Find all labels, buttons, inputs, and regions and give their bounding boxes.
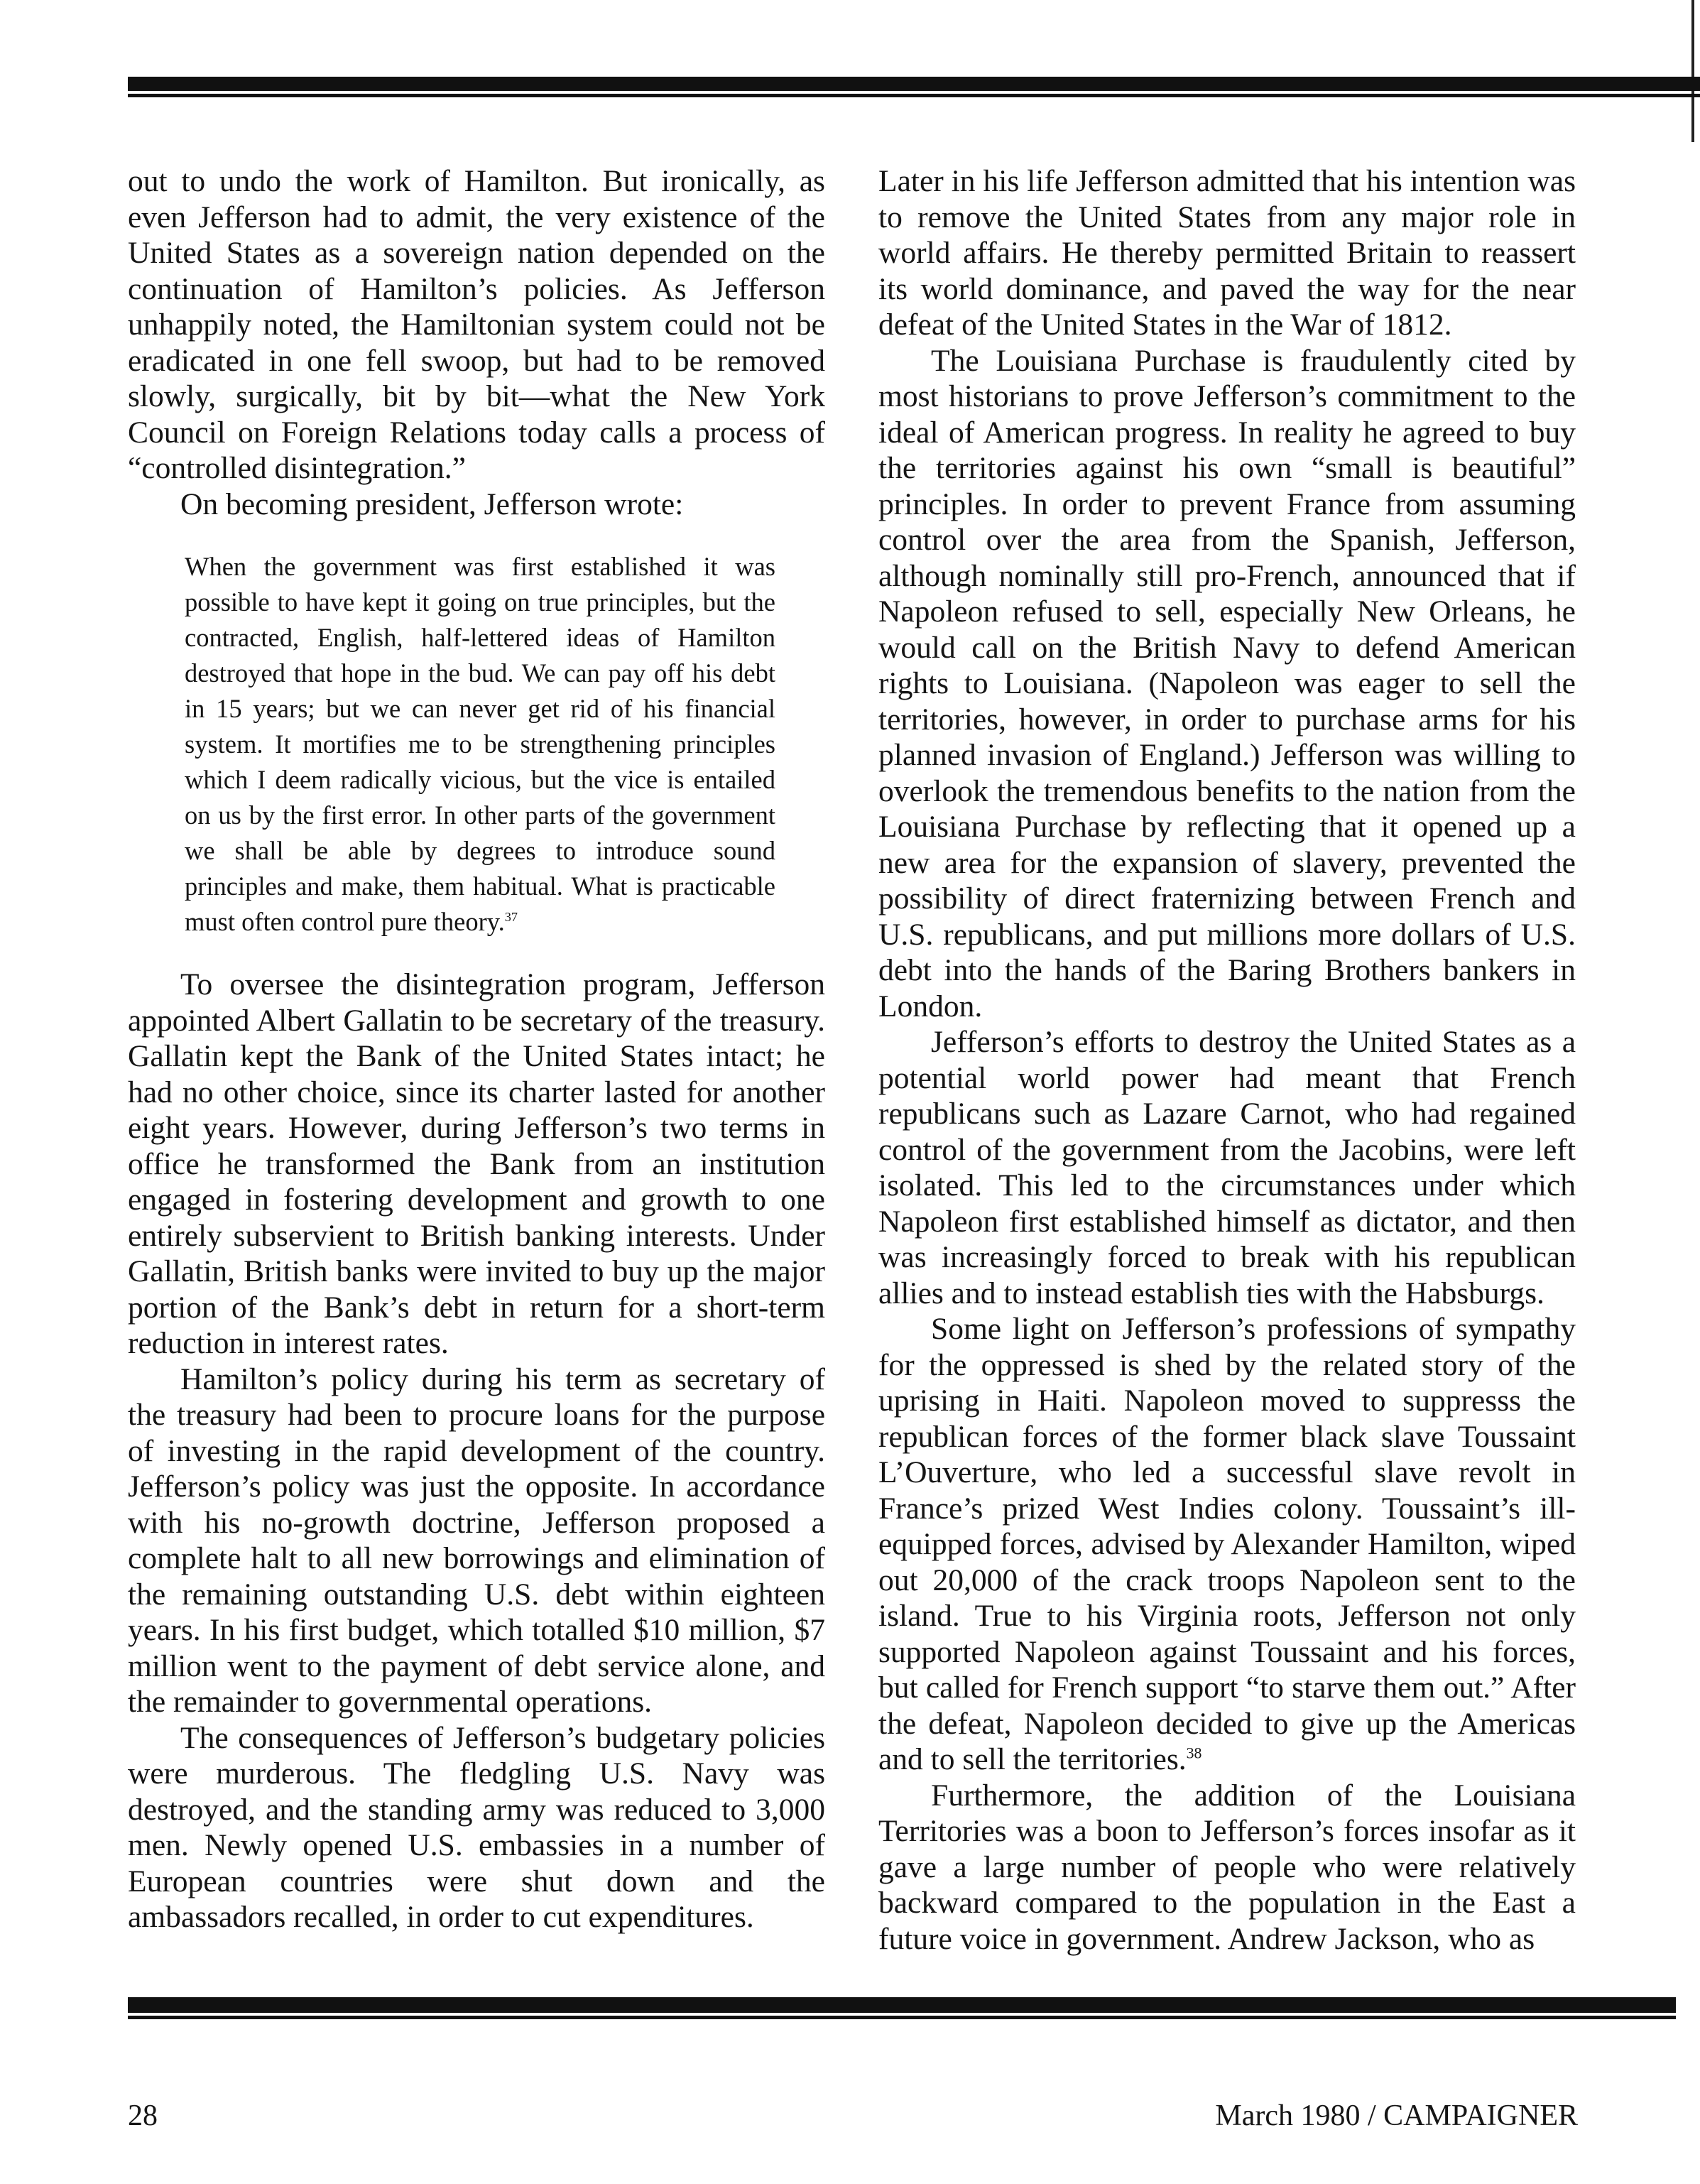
right-paragraph-3: Jefferson’s efforts to destroy the United States as a potential world power had meant that French republicans such as Lazare Carnot, who had regained control of the government from the Jacobins, were left isolated. This led to the circumstances under which Napoleon first established himself as dictator, and then was increasingly forced to break with his republican allies and to instead establish ties with the Habsburgs. xyxy=(878,1025,1576,1310)
right-paragraph-1: Later in his life Jefferson admitted that his intention was to remove the United States from any major role in world affairs. He thereby permitted Britain to reassert its world dominance, and paved the way for the near defeat of the United States in the War of 1812. xyxy=(878,164,1576,342)
right-paragraph-2: The Louisiana Purchase is fraudulently cited by most historians to prove Jefferson’s commitment to the ideal of American progress. In reality he agreed to buy the territories against his own “small is beautiful” principles. In order to prevent France from assuming control over the area from the Spanish, Jefferson, although nominally still pro-French, announced that if Napoleon refused to sell, especially New Orleans, he would call on the British Navy to defend American rights to Louisiana. (Napoleon was eager to sell the territories, however, in order to purchase arms for his planned invasion of England.) Jefferson was willing to overlook the tremendous benefits to the nation from the Louisiana Purchase by reflecting that it opened up a new area for the expansion of slavery, prevented the possibility of direct fraternizing between French and U.S. republicans, and put millions more dollars of U.S. debt into the hands of the Baring Brothers bankers in London. xyxy=(878,343,1576,1023)
block-quote-text: When the government was first established it was possible to have kept it going on true principles, but the contracted, English, half-lettered ideas of Hamilton destroyed that hope in the bud. We can pay off his debt in 15 years; but we can never get rid of his financial system. It mortifies me to be strengthening principles which I deem radically vicious, but the vice is entailed on us by the first error. In other parts of the government we shall be able by degrees to introduce sound principles and make, them habitual. What is practicable must often control pure theory. xyxy=(185,552,775,936)
left-paragraph-3: To oversee the disintegration program, Jefferson appointed Albert Gallatin to be secretary of the treasury. Gallatin kept the Bank of the United States intact; he had no other choice, since its charter lasted for another eight years. However, during Jefferson’s two terms in office he transformed the Bank from an institution engaged in fostering development and growth to one entirely subservient to British banking interests. Under Gallatin, British banks were invited to buy up the major portion of the Bank’s debt in return for a short-term reduction in interest rates. xyxy=(128,967,825,1360)
left-paragraph-4: Hamilton’s policy during his term as secretary of the treasury had been to procure loans for the purpose of investing in the rapid development of the country. Jefferson’s policy was just the opposite. In accordance with his no-growth doctrine, Jefferson proposed a complete halt to all new borrowings and elimination of the remaining outstanding U.S. debt within eighteen years. In his first budget, which totalled $10 million, $7 million went to the payment of debt service alone, and the remainder to governmental operations. xyxy=(128,1362,825,1719)
footnote-ref-37: 37 xyxy=(504,909,518,924)
left-paragraph-1: out to undo the work of Hamilton. But ironically, as even Jefferson had to admit, the very existence of the United States as a sovereign nation depended on the continuation of Hamilton’s policies. As Jefferson unhappily noted, the Hamiltonian system could not be eradicated in one fell swoop, but had to be removed slowly, surgically, bit by bit—what the New York Council on Foreign Relations today calls a process of “controlled disintegration.” xyxy=(128,164,825,485)
left-paragraph-2: On becoming president, Jefferson wrote: xyxy=(180,487,684,521)
bottom-rule-thin xyxy=(128,2016,1676,2019)
page-edge-line xyxy=(1691,0,1694,142)
top-rule-thin xyxy=(128,94,1700,97)
footnote-ref-38: 38 xyxy=(1186,1744,1202,1762)
right-paragraph-4-text: Some light on Jefferson’s professions of sympathy for the oppressed is shed by the related story of the uprising in Haiti. Napoleon moved to suppresss the republican forces of the former black slave Toussaint L’Ouverture, who led a successful slave revolt in France’s prized West Indies colony. Toussaint’s ill-equipped forces, advised by Alexander Hamilton, wiped out 20,000 of the crack troops Napoleon sent to the island. True to his Virginia roots, Jefferson not only supported Napoleon against Toussaint and his forces, but called for French support “to starve them out.” After the defeat, Napoleon decided to give up the Americas and to sell the territories. xyxy=(878,1312,1576,1776)
bottom-rule xyxy=(128,1997,1676,2013)
right-paragraph-5: Furthermore, the addition of the Louisiana Territories was a boon to Jefferson’s forces insofar as it gave a large number of people who were relatively backward compared to the population in the East a future voice in government. Andrew Jackson, who as xyxy=(878,1778,1576,1956)
top-rule xyxy=(128,77,1700,91)
page-number: 28 xyxy=(128,2099,158,2132)
right-column xyxy=(878,163,1576,1957)
right-paragraph-4 xyxy=(878,1311,1576,1778)
left-column xyxy=(128,163,825,1935)
block-quote xyxy=(185,549,775,940)
masthead: March 1980 / CAMPAIGNER xyxy=(1215,2099,1578,2132)
left-paragraph-5: The consequences of Jefferson’s budgetary policies were murderous. The fledgling U.S. Navy was destroyed, and the standing army was reduced to 3,000 men. Newly opened U.S. embassies in a number of European countries were shut down and the ambassadors recalled, in order to cut expenditures. xyxy=(128,1720,825,1934)
